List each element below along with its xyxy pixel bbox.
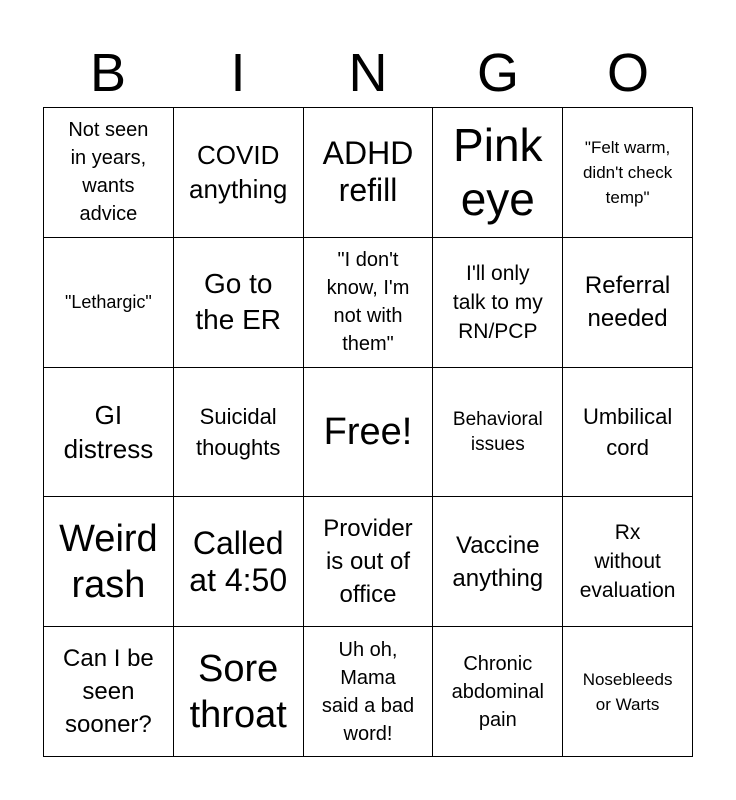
bingo-cell[interactable] — [174, 238, 304, 368]
bingo-cell[interactable] — [304, 108, 434, 238]
header-letter-b: B — [89, 43, 127, 103]
cell-text: ADHD refill — [322, 135, 414, 209]
bingo-cell[interactable] — [174, 497, 304, 627]
cell-text: Nosebleeds or Warts — [582, 669, 673, 714]
bingo-cell[interactable] — [304, 238, 434, 368]
cell-text: Go to the ER — [195, 268, 281, 336]
cell-text: Chronic abdominal pain — [451, 652, 544, 731]
bingo-cell[interactable] — [174, 108, 304, 238]
bingo-cell[interactable] — [433, 238, 563, 368]
cell-text: Provider is out of office — [323, 515, 413, 609]
cell-text: Suicidal thoughts — [195, 403, 281, 460]
cell-text: Can I be seen sooner? — [63, 645, 154, 739]
header-letter-o: O — [606, 43, 649, 103]
cell-text: Free! — [323, 410, 413, 453]
header-letter-g: G — [476, 43, 519, 103]
bingo-cell[interactable] — [563, 108, 693, 238]
bingo-cell[interactable] — [433, 497, 563, 627]
bingo-cell[interactable] — [304, 497, 434, 627]
bingo-cell[interactable] — [304, 627, 434, 757]
cell-text: "I don't know, I'm not with them" — [326, 249, 410, 356]
cell-text: Weird rash — [59, 517, 158, 606]
bingo-cell[interactable] — [433, 627, 563, 757]
bingo-cell[interactable] — [44, 238, 174, 368]
bingo-cell[interactable] — [44, 368, 174, 498]
bingo-cell[interactable] — [563, 497, 693, 627]
cell-text: I'll only talk to my RN/PCP — [452, 261, 543, 343]
cell-text: Behavioral issues — [452, 408, 543, 455]
bingo-cell[interactable] — [563, 627, 693, 757]
bingo-cell[interactable] — [433, 108, 563, 238]
bingo-card-grid — [43, 107, 693, 757]
header-letter-i: I — [230, 43, 246, 103]
cell-text: Vaccine anything — [452, 531, 544, 592]
bingo-cell[interactable] — [44, 108, 174, 238]
bingo-cell[interactable] — [563, 368, 693, 498]
cell-text: Uh oh, Mama said a bad word! — [321, 638, 415, 745]
cell-text: "Felt warm, didn't check temp" — [582, 137, 673, 207]
bingo-cell[interactable] — [304, 368, 434, 498]
cell-text: Rx without evaluation — [579, 521, 676, 603]
bingo-cell[interactable] — [44, 497, 174, 627]
cell-text: Not seen in years, wants advice — [68, 119, 149, 226]
bingo-header — [43, 40, 693, 106]
bingo-cell[interactable] — [433, 368, 563, 498]
bingo-cell[interactable] — [563, 238, 693, 368]
cell-text: GI distress — [63, 399, 154, 464]
cell-text: COVID anything — [189, 140, 288, 205]
cell-text: Referral needed — [584, 272, 671, 333]
cell-text: Umbilical cord — [582, 403, 673, 460]
header-letter-n: N — [348, 43, 388, 103]
cell-text: Pink eye — [453, 119, 543, 226]
cell-text: "Lethargic" — [64, 291, 152, 312]
bingo-cell[interactable] — [44, 627, 174, 757]
cell-text: Called at 4:50 — [189, 524, 288, 598]
bingo-cell[interactable] — [174, 368, 304, 498]
cell-text: Sore throat — [189, 647, 287, 736]
bingo-cell[interactable] — [174, 627, 304, 757]
